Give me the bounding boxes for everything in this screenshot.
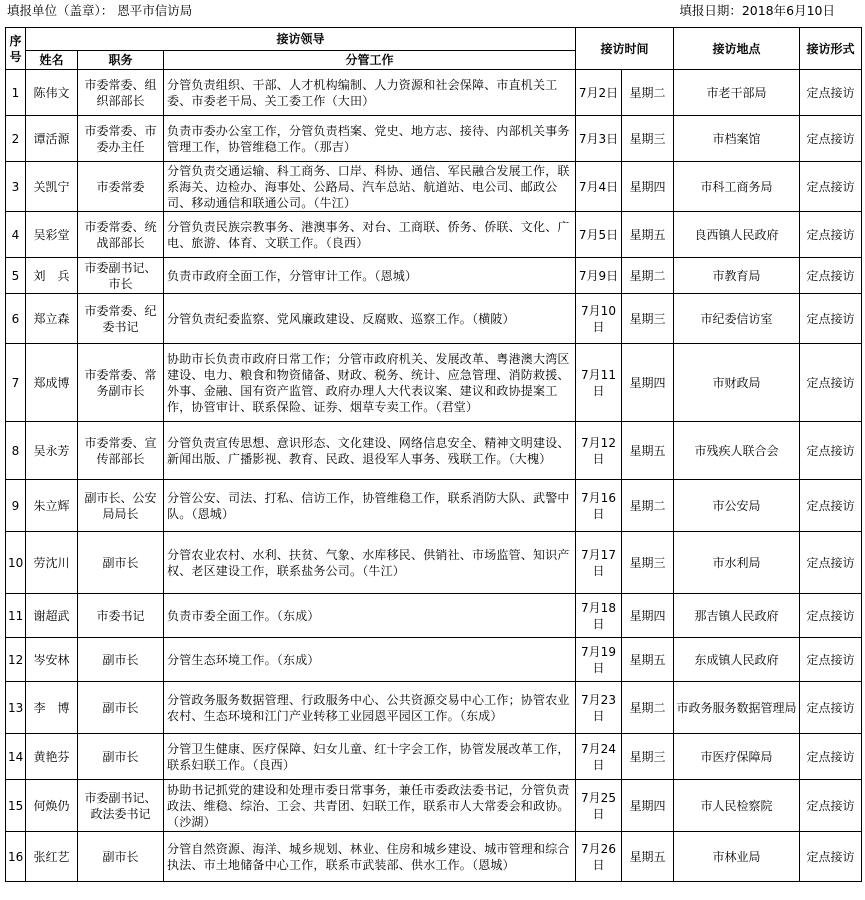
table-row [6,294,862,344]
row-weekday: 星期二 [622,682,674,734]
row-duties: 分管负责民族宗教事务、港澳事务、对台、工商联、侨务、侨联、文化、广电、旅游、体育、文联工作。（良西） [164,212,576,258]
row-weekday: 星期四 [622,780,674,832]
table-row [6,344,862,422]
col-header-position: 职务 [78,51,164,70]
row-form: 定点接访 [800,734,862,780]
row-duties: 分管自然资源、海洋、城乡规划、林业、住房和城乡建设、城市管理和综合执法、市土地储备中心工作，联系市武装部、供水工作。（恩城） [164,832,576,882]
row-position: 副市长、公安局局长 [78,480,164,532]
row-weekday: 星期五 [622,832,674,882]
row-form: 定点接访 [800,532,862,594]
col-header-form: 接访形式 [800,28,862,70]
table-row [6,734,862,780]
row-position: 副市长 [78,532,164,594]
row-duties: 分管负责纪委监察、党风廉政建设、反腐败、巡察工作。（横陂） [164,294,576,344]
row-position: 市委副书记、市长 [78,258,164,294]
row-form: 定点接访 [800,116,862,162]
row-form: 定点接访 [800,780,862,832]
row-name: 黄艳芬 [26,734,78,780]
row-weekday: 星期五 [622,212,674,258]
row-position: 市委常委、宣传部部长 [78,422,164,480]
row-place: 市水利局 [674,532,800,594]
row-name: 陈伟文 [26,70,78,116]
row-weekday: 星期五 [622,422,674,480]
fill-unit-name: 恩平市信访局 [117,3,193,18]
row-name: 劳沈川 [26,532,78,594]
row-name: 关凯宁 [26,162,78,212]
row-position: 市委常委、市委办主任 [78,116,164,162]
row-form: 定点接访 [800,638,862,682]
row-form: 定点接访 [800,344,862,422]
row-seq: 11 [6,594,26,638]
row-seq: 13 [6,682,26,734]
row-date: 7月17日 [576,532,622,594]
row-form: 定点接访 [800,682,862,734]
fill-date-label: 填报日期： [679,3,742,18]
row-form: 定点接访 [800,294,862,344]
row-date: 7月19日 [576,638,622,682]
row-seq: 8 [6,422,26,480]
row-duties: 分管公安、司法、打私、信访工作，协管维稳工作，联系消防大队、武警中队。（恩城） [164,480,576,532]
row-duties: 分管负责宣传思想、意识形态、文化建设、网络信息安全、精神文明建设、新闻出版、广播影视、教育、民政、退役军人事务、残联工作。（大槐） [164,422,576,480]
row-seq: 12 [6,638,26,682]
row-seq: 10 [6,532,26,594]
row-weekday: 星期四 [622,594,674,638]
row-weekday: 星期四 [622,162,674,212]
row-name: 李 博 [26,682,78,734]
table-row [6,594,862,638]
row-weekday: 星期五 [622,638,674,682]
row-date: 7月12日 [576,422,622,480]
row-date: 7月5日 [576,212,622,258]
row-duties: 协助市长负责市政府日常工作；分管市政府机关、发展改革、粤港澳大湾区建设、电力、粮食和物资储备、财政、税务、统计、应急管理、消防救援、外事、金融、国有资产监管、政府办理人大代表议案、建议和政协提案工作，协管审计、联系保险、证券、烟草专卖工作。（君堂） [164,344,576,422]
row-form: 定点接访 [800,832,862,882]
row-place: 良西镇人民政府 [674,212,800,258]
row-date: 7月3日 [576,116,622,162]
row-name: 吴彩堂 [26,212,78,258]
row-date: 7月10日 [576,294,622,344]
col-header-time: 接访时间 [576,28,674,70]
row-date: 7月9日 [576,258,622,294]
col-header-place: 接访地点 [674,28,800,70]
row-position: 市委书记 [78,594,164,638]
col-header-name: 姓名 [26,51,78,70]
row-form: 定点接访 [800,594,862,638]
table-row [6,480,862,532]
col-header-duties: 分管工作 [164,51,576,70]
row-date: 7月11日 [576,344,622,422]
fill-unit [7,2,192,20]
row-position: 副市长 [78,682,164,734]
row-place: 市教育局 [674,258,800,294]
row-name: 岑安林 [26,638,78,682]
row-place: 市财政局 [674,344,800,422]
row-duties: 负责市委全面工作。（东成） [164,594,576,638]
row-position: 市委常委、统战部部长 [78,212,164,258]
row-place: 市政务服务数据管理局 [674,682,800,734]
table-row [6,638,862,682]
row-duties: 负责市委办公室工作，分管负责档案、党史、地方志、接待、内部机关事务管理工作，协管维稳工作。（那吉） [164,116,576,162]
row-place: 市人民检察院 [674,780,800,832]
row-name: 刘 兵 [26,258,78,294]
row-place: 东成镇人民政府 [674,638,800,682]
row-duties: 协助书记抓党的建设和处理市委日常事务，兼任市委政法委书记，分管负责政法、维稳、综治、工会、共青团、妇联工作，联系市人大常委会和政协。（沙湖） [164,780,576,832]
row-name: 谭活源 [26,116,78,162]
row-seq: 14 [6,734,26,780]
row-place: 市科工商务局 [674,162,800,212]
row-duties: 分管卫生健康、医疗保障、妇女儿童、红十字会工作，协管发展改革工作，联系妇联工作。（良西） [164,734,576,780]
row-duties: 分管负责交通运输、科工商务、口岸、科协、通信、军民融合发展工作，联系海关、边检办、海事处、公路局、汽车总站、航道站、电公司、邮政公司、移动通信和联通公司。（牛江） [164,162,576,212]
table-row [6,70,862,116]
table-row [6,116,862,162]
row-position: 副市长 [78,832,164,882]
row-date: 7月18日 [576,594,622,638]
row-name: 朱立辉 [26,480,78,532]
row-duties: 分管政务服务数据管理、行政服务中心、公共资源交易中心工作；协管农业农村、生态环境和江门产业转移工业园恩平园区工作。（东成） [164,682,576,734]
row-seq: 6 [6,294,26,344]
fill-date [679,2,835,20]
table-row [6,832,862,882]
row-weekday: 星期四 [622,344,674,422]
row-seq: 3 [6,162,26,212]
row-weekday: 星期二 [622,70,674,116]
row-weekday: 星期三 [622,734,674,780]
row-form: 定点接访 [800,212,862,258]
table-row [6,162,862,212]
row-date: 7月26日 [576,832,622,882]
row-weekday: 星期三 [622,532,674,594]
row-weekday: 星期二 [622,258,674,294]
row-duties: 分管生态环境工作。（东成） [164,638,576,682]
row-place: 市医疗保障局 [674,734,800,780]
row-seq: 16 [6,832,26,882]
reception-schedule-table [5,27,862,882]
row-place: 市老干部局 [674,70,800,116]
row-position: 市委常委、组织部部长 [78,70,164,116]
table-row [6,682,862,734]
row-name: 张红艺 [26,832,78,882]
row-duties: 分管农业农村、水利、扶贫、气象、水库移民、供销社、市场监管、知识产权、老区建设工作，联系盐务公司。（牛江） [164,532,576,594]
row-position: 市委常委 [78,162,164,212]
row-date: 7月24日 [576,734,622,780]
row-name: 吴永芳 [26,422,78,480]
row-position: 市委副书记、政法委书记 [78,780,164,832]
row-place: 市档案馆 [674,116,800,162]
table-row [6,258,862,294]
table-row [6,422,862,480]
row-name: 郑立森 [26,294,78,344]
fill-unit-label: 填报单位（盖章）： [7,3,114,18]
table-row [6,212,862,258]
row-form: 定点接访 [800,480,862,532]
row-weekday: 星期二 [622,480,674,532]
row-weekday: 星期三 [622,116,674,162]
fill-date-value: 2018年6月10日 [741,3,835,18]
row-form: 定点接访 [800,70,862,116]
row-date: 7月2日 [576,70,622,116]
row-seq: 7 [6,344,26,422]
row-form: 定点接访 [800,162,862,212]
row-place: 市公安局 [674,480,800,532]
row-date: 7月16日 [576,480,622,532]
row-position: 副市长 [78,638,164,682]
row-position: 市委常委、纪委书记 [78,294,164,344]
row-seq: 4 [6,212,26,258]
row-duties: 负责市政府全面工作，分管审计工作。（恩城） [164,258,576,294]
row-name: 郑成博 [26,344,78,422]
row-form: 定点接访 [800,258,862,294]
row-seq: 1 [6,70,26,116]
row-name: 何焕仍 [26,780,78,832]
col-header-leader-group: 接访领导 [26,28,576,51]
row-place: 市纪委信访室 [674,294,800,344]
row-place: 市林业局 [674,832,800,882]
row-position: 副市长 [78,734,164,780]
row-place: 那吉镇人民政府 [674,594,800,638]
table-row [6,780,862,832]
row-duties: 分管负责组织、干部、人才机构编制、人力资源和社会保障、市直机关工委、市委老干局、关工委工作（大田） [164,70,576,116]
row-form: 定点接访 [800,422,862,480]
table-row [6,532,862,594]
row-seq: 9 [6,480,26,532]
row-weekday: 星期三 [622,294,674,344]
row-place: 市残疾人联合会 [674,422,800,480]
row-seq: 15 [6,780,26,832]
row-date: 7月4日 [576,162,622,212]
row-position: 市委常委、常务副市长 [78,344,164,422]
col-header-seq: 序号 [6,28,26,70]
row-name: 谢超武 [26,594,78,638]
row-seq: 5 [6,258,26,294]
row-date: 7月25日 [576,780,622,832]
row-date: 7月23日 [576,682,622,734]
row-seq: 2 [6,116,26,162]
